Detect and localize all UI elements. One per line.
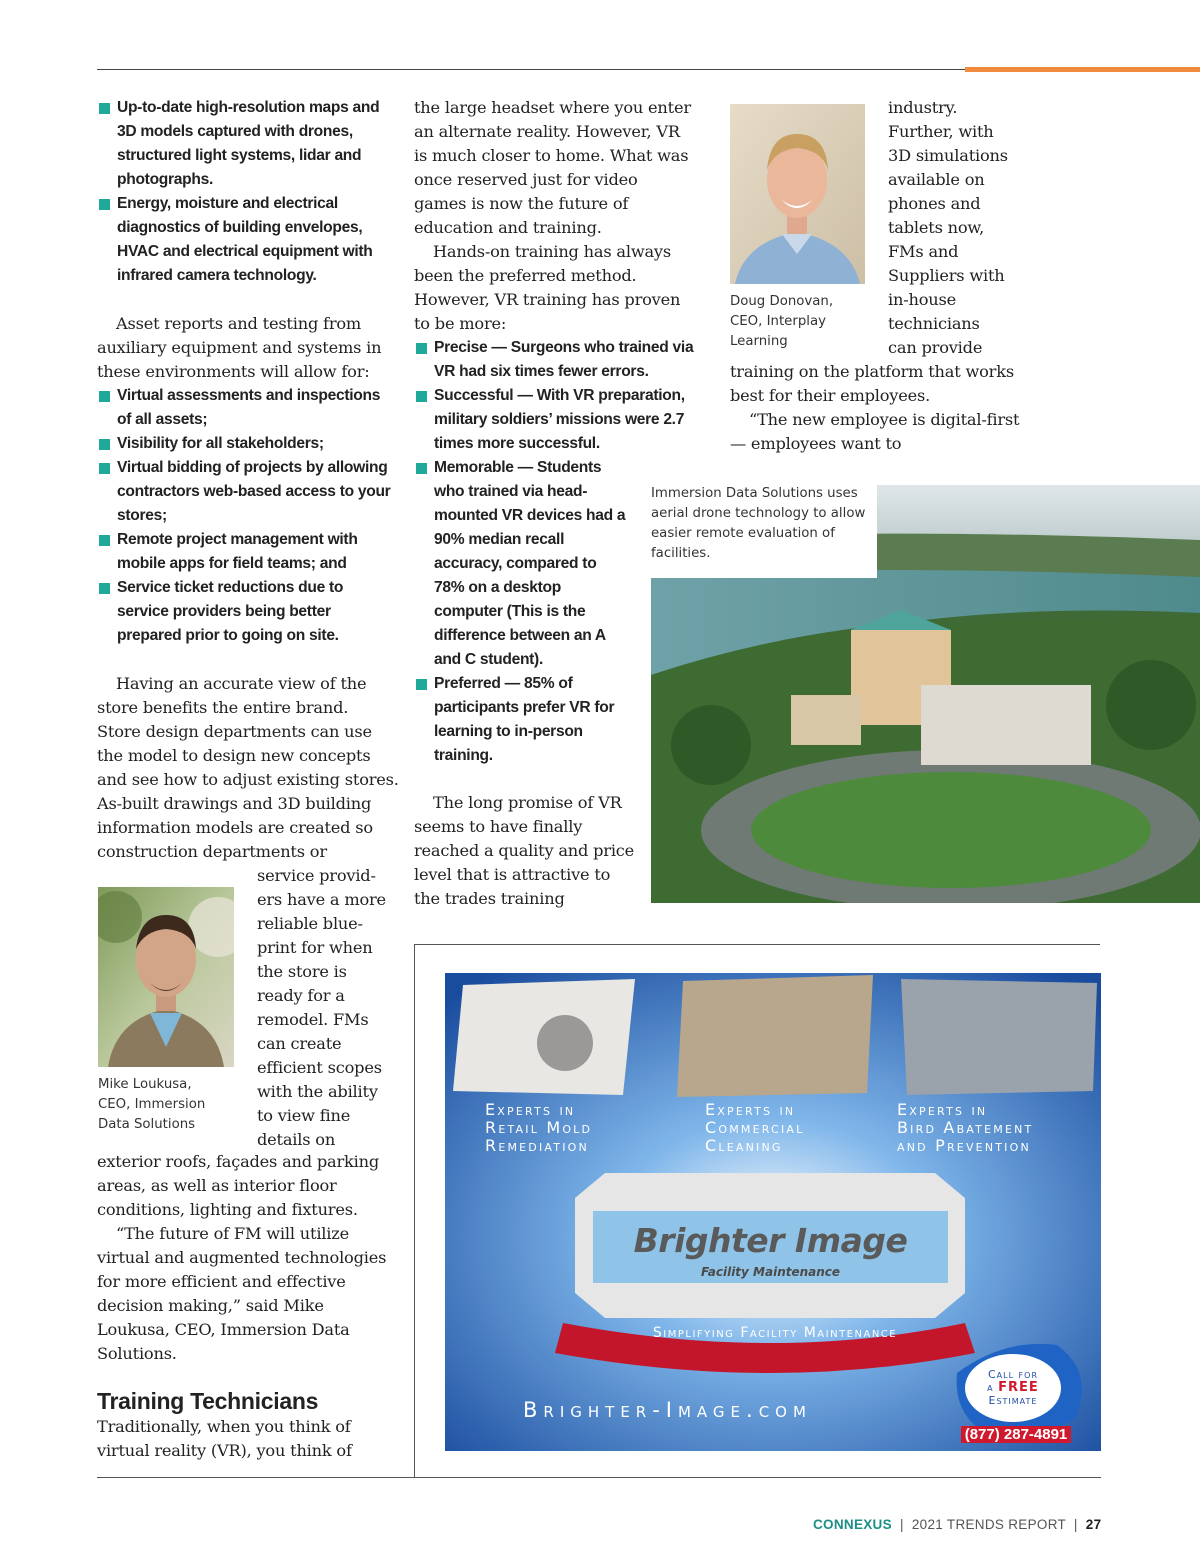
footer-separator: | <box>1073 1517 1078 1532</box>
bullet-square-icon <box>416 679 427 690</box>
header-accent-bar <box>965 67 1200 72</box>
paragraph: Asset reports and testing from auxiliary equipment and systems in these environments will allow for: <box>97 314 382 381</box>
paragraph: the large headset where you enter an alternate reality. However, VR is much closer to home. What was once reserved just for video games is now the future of education and training. <box>414 98 691 237</box>
portrait-image <box>98 887 234 1067</box>
bullet-square-icon <box>416 463 427 474</box>
list-item: Service ticket reductions due to service providers being better prepared prior to going on site. <box>97 576 397 648</box>
aerial-photo-caption: Immersion Data Solutions uses aerial drone technology to allow easier remote evaluation of facilities. <box>643 484 877 578</box>
bullet-square-icon <box>99 391 110 402</box>
wrapped-text-col1: service provid- ers have a more reliable blue- print for when the store is ready for a remodel. FMs can create efficient scopes with the ability to view fine details on <box>257 866 386 1149</box>
bullet-square-icon <box>99 535 110 546</box>
list-item: Memorable — Students who trained via head-mounted VR devices had a 90% median recall accuracy, compared to 78% on a desktop computer (This is the difference between an A and C student). <box>414 456 629 672</box>
list-item: Virtual assessments and inspections of all assets; <box>97 384 397 432</box>
paragraph-accurate-view: Having an accurate view of the store benefits the entire brand. Store design departments can use the model to design new concepts and see how to adjust existing stores. As-built drawings and 3D building information models are created so construction departments or <box>97 674 399 861</box>
ad-tagline-ribbon: Simplifying Facility Maintenance <box>652 1325 898 1341</box>
quote-paragraph: “The new employee is digital-first — employees want to <box>730 410 1020 453</box>
list-item: Remote project management with mobile apps for field teams; and <box>97 528 397 576</box>
page-footer <box>813 1517 1101 1532</box>
quote-paragraph: “The future of FM will utilize virtual and augmented technologies for more efficient and effective decision making,” said Mike Loukusa, CEO, Immersion Data Solutions. <box>97 1224 387 1363</box>
portrait-photo-mike-loukusa <box>98 887 234 1067</box>
footer-rule <box>97 1477 1101 1478</box>
paragraph: Hands-on training has always been the preferred method. However, VR training has proven to be more: <box>414 242 681 333</box>
section-heading: Training Technicians <box>97 1388 319 1414</box>
photo-caption-doug-donovan: Doug Donovan, CEO, Interplay Learning <box>730 294 834 349</box>
column-1-lower <box>97 1150 392 1463</box>
paragraph: Traditionally, when you think of virtual reality (VR), you think of <box>97 1417 352 1460</box>
footer-brand: CONNEXUS <box>813 1517 892 1532</box>
portrait-photo-doug-donovan <box>730 104 865 284</box>
paragraph-long-promise: The long promise of VR seems to have finally reached a quality and price level that is attractive to the trades training <box>414 793 635 908</box>
column-1 <box>97 96 397 648</box>
bullet-square-icon <box>99 199 110 210</box>
ad-brand-subtitle: Facility Maintenance <box>700 1265 841 1279</box>
ad-website-link[interactable]: Brighter-Image.com <box>523 1398 812 1422</box>
column-3-lower <box>730 360 1020 456</box>
list-item: Up-to-date high-resolution maps and 3D models captured with drones, structured light systems, lidar and photographs. <box>97 96 397 192</box>
bullet-square-icon <box>99 103 110 114</box>
bullet-square-icon <box>99 439 110 450</box>
portrait-image <box>730 104 865 284</box>
bullet-list-top <box>97 96 397 288</box>
paragraph: training on the platform that works best for their employees. <box>730 362 1014 405</box>
footer-separator: | <box>899 1517 904 1532</box>
bullet-square-icon <box>416 343 427 354</box>
list-item: Precise — Surgeons who trained via VR had six times fewer errors. <box>414 336 694 384</box>
photo-caption-mike-loukusa: Mike Loukusa, CEO, Immersion Data Solutions <box>98 1077 206 1132</box>
footer-report-title: 2021 TRENDS REPORT <box>911 1517 1066 1532</box>
bullet-square-icon <box>416 391 427 402</box>
list-item: Preferred — 85% of participants prefer VR for learning to in-person training. <box>414 672 634 768</box>
wrapped-text-col3: industry. Further, with 3D simulations available on phones and tablets now, FMs and Suppliers with in-house technicians can provide <box>888 98 1008 357</box>
list-item: Successful — With VR preparation, military soldiers’ missions were 2.7 times more successful. <box>414 384 694 456</box>
list-item: Visibility for all stakeholders; <box>97 432 397 456</box>
bullet-list-mid <box>97 384 397 648</box>
ad-phone-number[interactable]: (877) 287-4891 <box>961 1426 1071 1443</box>
ad-panel-1-text: Experts in Retail Mold Remediation <box>485 1100 593 1155</box>
ad-panel-2-text: Experts in Commercial Cleaning <box>705 1100 805 1155</box>
ad-frame-left-rule <box>414 945 415 1478</box>
ad-frame-top-rule <box>414 944 1100 945</box>
page-number: 27 <box>1085 1517 1102 1532</box>
ad-call-badge: Call for a FREE Estimate <box>987 1368 1039 1407</box>
bullet-square-icon <box>99 463 110 474</box>
list-item: Virtual bidding of projects by allowing contractors web-based access to your stores; <box>97 456 397 528</box>
bullet-square-icon <box>99 583 110 594</box>
ad-panel-3-text: Experts in Bird Abatement and Prevention <box>897 1100 1034 1155</box>
list-item: Energy, moisture and electrical diagnostics of building envelopes, HVAC and electrical equipment with infrared camera technology. <box>97 192 397 288</box>
ad-brand-name: Brighter Image <box>633 1221 908 1260</box>
advertisement-brighter-image[interactable] <box>445 973 1101 1451</box>
paragraph: exterior roofs, façades and parking areas, as well as interior floor conditions, lighting and fixtures. <box>97 1152 380 1219</box>
